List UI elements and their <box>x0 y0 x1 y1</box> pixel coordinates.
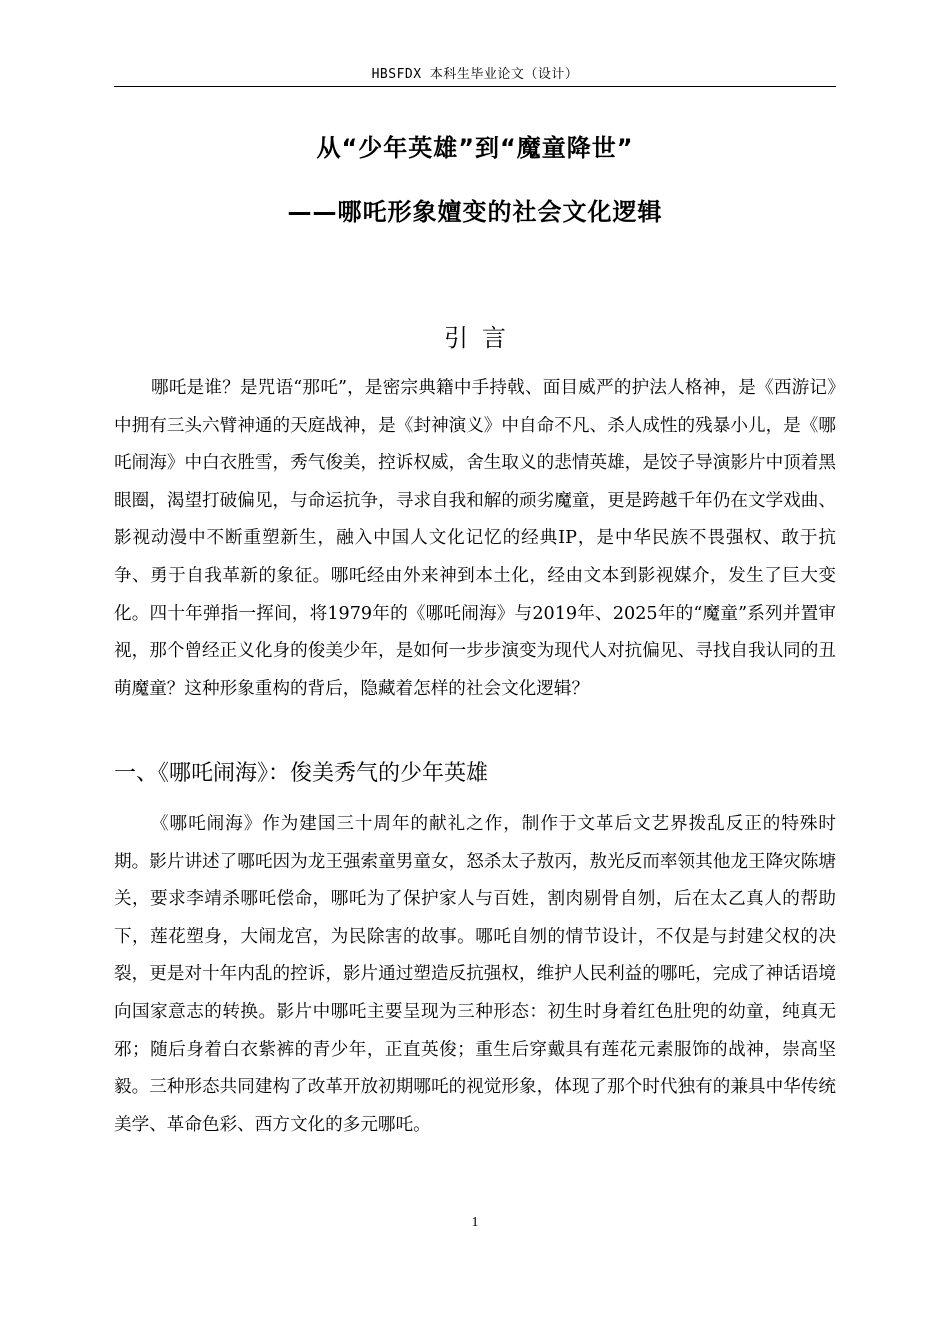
intro-paragraph: 哪吒是谁？是咒语“那吒”，是密宗典籍中手持戟、面目威严的护法人格神，是《西游记》中拥有三头六臂神通的天庭战神，是《封神演义》中自命不凡、杀人成性的残暴小儿，是《哪吒闹海》中白衣胜雪，秀气俊美，控诉权威，舍生取义的悲情英雄，是饺子导演影片中顶着黑眼圈，渴望打破偏见，与命运抗争，寻求自我和解的顽劣魔童，更是跨越千年仍在文学戏曲、影视动漫中不断重塑新生，融入中国人文化记忆的经典IP，是中华民族不畏强权、敢于抗争、勇于自我革新的象征。哪吒经由外来神到本土化，经由文本到影视媒介，发生了巨大变化。四十年弹指一挥间，将1979年的《哪吒闹海》与2019年、2025年的“魔童”系列并置审视，那个曾经正义化身的俊美少年，是如何一步步演变为现代人对抗偏见、寻找自我认同的丑萌魔童？这种形象重构的背后，隐藏着怎样的社会文化逻辑？ <box>114 378 836 699</box>
running-header: HBSFDX 本科生毕业论文（设计） <box>371 67 579 82</box>
header-rule <box>114 86 836 87</box>
paper-title: 从“少年英雄”到“魔童降世” <box>316 134 634 162</box>
section-1-heading: 一、《哪吒闹海》：俊美秀气的少年英雄 <box>114 761 489 786</box>
paper-subtitle: ——哪吒形象嬗变的社会文化逻辑 <box>287 198 663 226</box>
intro-heading: 引言 <box>444 324 520 352</box>
page-number: 1 <box>471 1215 479 1230</box>
section-1-paragraph: 《哪吒闹海》作为建国三十周年的献礼之作，制作于文革后文艺界拨乱反正的特殊时期。影片讲述了哪吒因为龙王强索童男童女，怒杀太子敖丙，敖光反而率领其他龙王降灾陈塘关，要求李靖杀哪吒偿命，哪吒为了保护家人与百姓，割肉剔骨自刎，后在太乙真人的帮助下，莲花塑身，大闹龙宫，为民除害的故事。哪吒自刎的情节设计，不仅是与封建父权的决裂，更是对十年内乱的控诉，影片通过塑造反抗强权，维护人民利益的哪吒，完成了神话语境向国家意志的转换。影片中哪吒主要呈现为三种形态：初生时身着红色肚兜的幼童，纯真无邪；随后身着白衣紫裤的青少年，正直英俊；重生后穿戴具有莲花元素服饰的战神，崇高坚毅。三种形态共同建构了改革开放初期哪吒的视觉形象，体现了那个时代独有的兼具中华传统美学、革命色彩、西方文化的多元哪吒。 <box>114 814 836 1135</box>
